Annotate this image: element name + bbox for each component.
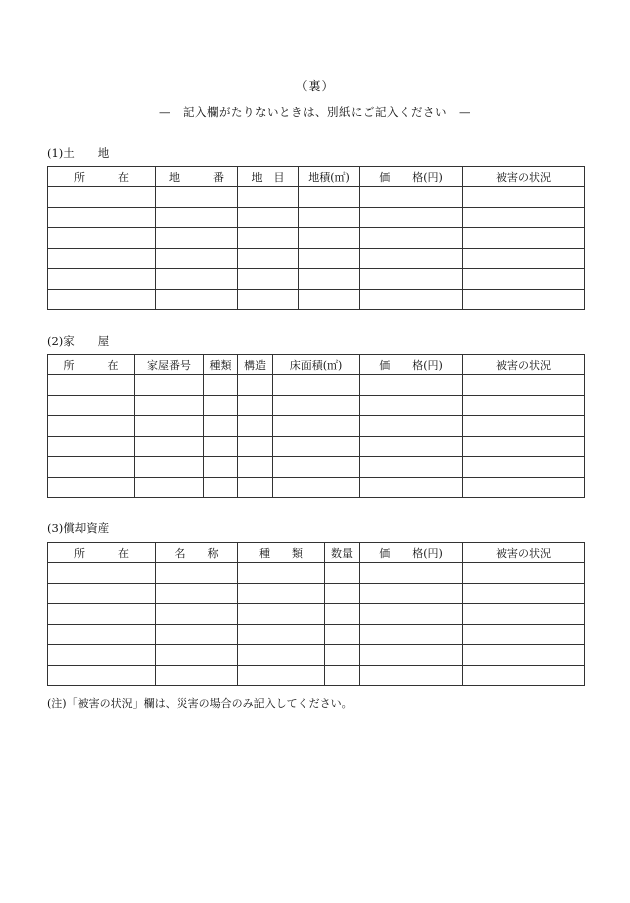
table-row [48,269,585,290]
entry-cell[interactable] [48,269,156,290]
col-header-structure: 構造 [238,355,273,375]
entry-cell[interactable] [48,187,156,208]
entry-cell[interactable] [135,416,204,437]
col-header-land-category: 地 目 [238,167,299,187]
entry-cell[interactable] [48,375,135,396]
entry-cell[interactable] [273,436,360,457]
entry-cell[interactable] [325,645,360,666]
entry-cell[interactable] [238,604,325,625]
entry-cell[interactable] [135,457,204,478]
entry-cell[interactable] [273,457,360,478]
entry-cell[interactable] [273,375,360,396]
entry-cell[interactable] [204,375,238,396]
entry-cell[interactable] [238,436,273,457]
entry-cell[interactable] [360,187,463,208]
entry-cell[interactable] [325,604,360,625]
entry-cell[interactable] [463,624,585,645]
entry-cell[interactable] [325,563,360,584]
entry-cell[interactable] [463,665,585,686]
entry-cell[interactable] [238,289,299,310]
entry-cell[interactable] [360,477,463,498]
entry-cell[interactable] [273,416,360,437]
entry-cell[interactable] [156,248,238,269]
entry-cell[interactable] [48,248,156,269]
entry-cell[interactable] [48,665,156,686]
entry-cell[interactable] [360,436,463,457]
table-row [48,248,585,269]
entry-cell[interactable] [238,395,273,416]
entry-cell[interactable] [463,563,585,584]
entry-cell[interactable] [238,624,325,645]
entry-cell[interactable] [48,645,156,666]
page-note: — 記入欄がたりないときは、別紙にご記入ください — [159,105,471,119]
entry-cell[interactable] [238,248,299,269]
col-header-area: 地積(㎡) [299,167,360,187]
entry-cell[interactable] [325,665,360,686]
section-title-depreciable-assets: (3)償却資産 [47,521,110,535]
entry-cell[interactable] [135,477,204,498]
assets-table [47,542,585,686]
entry-cell[interactable] [360,228,463,249]
assets-table-header-row [48,543,585,563]
entry-cell[interactable] [360,416,463,437]
entry-cell[interactable] [463,477,585,498]
entry-cell[interactable] [135,375,204,396]
entry-cell[interactable] [463,207,585,228]
entry-cell[interactable] [238,416,273,437]
entry-cell[interactable] [238,477,273,498]
entry-cell[interactable] [325,624,360,645]
entry-cell[interactable] [360,604,463,625]
entry-cell[interactable] [299,248,360,269]
table-row [48,665,585,686]
entry-cell[interactable] [299,207,360,228]
section-title-land: (1)土 地 [47,146,110,160]
col-header-type: 種類 [204,355,238,375]
entry-cell[interactable] [156,645,238,666]
house-table [47,354,585,498]
entry-cell[interactable] [48,583,156,604]
entry-cell[interactable] [463,248,585,269]
assets-table-body [48,563,585,686]
entry-cell[interactable] [238,665,325,686]
entry-cell[interactable] [204,436,238,457]
footnote: (注)「被害の状況」欄は、災害の場合のみ記入してください。 [47,697,353,710]
entry-cell[interactable] [360,624,463,645]
entry-cell[interactable] [238,583,325,604]
entry-cell[interactable] [48,416,135,437]
table-row [48,416,585,437]
col-header-location: 所 在 [48,167,156,187]
entry-cell[interactable] [204,416,238,437]
entry-cell[interactable] [463,583,585,604]
entry-cell[interactable] [135,436,204,457]
entry-cell[interactable] [48,228,156,249]
entry-cell[interactable] [48,604,156,625]
col-header-price: 価 格(円) [360,355,463,375]
entry-cell[interactable] [156,269,238,290]
entry-cell[interactable] [463,375,585,396]
land-table-header-row [48,167,585,187]
entry-cell[interactable] [463,289,585,310]
table-row [48,477,585,498]
entry-cell[interactable] [463,269,585,290]
entry-cell[interactable] [463,187,585,208]
entry-cell[interactable] [48,563,156,584]
table-row [48,604,585,625]
land-table-body [48,187,585,310]
table-row [48,457,585,478]
section-title-house: (2)家 屋 [47,334,110,348]
table-row [48,187,585,208]
entry-cell[interactable] [156,604,238,625]
col-header-damage-status: 被害の状況 [463,355,585,375]
house-table-header-row [48,355,585,375]
col-header-damage-status: 被害の状況 [463,167,585,187]
table-row [48,228,585,249]
entry-cell[interactable] [238,375,273,396]
entry-cell[interactable] [463,645,585,666]
entry-cell[interactable] [273,395,360,416]
land-table [47,166,585,310]
entry-cell[interactable] [156,624,238,645]
entry-cell[interactable] [360,457,463,478]
entry-cell[interactable] [48,207,156,228]
entry-cell[interactable] [156,289,238,310]
entry-cell[interactable] [238,645,325,666]
col-header-damage-status: 被害の状況 [463,543,585,563]
entry-cell[interactable] [48,289,156,310]
entry-cell[interactable] [156,187,238,208]
col-header-location: 所 在 [48,355,135,375]
entry-cell[interactable] [299,187,360,208]
entry-cell[interactable] [463,395,585,416]
col-header-house-number: 家屋番号 [135,355,204,375]
entry-cell[interactable] [360,248,463,269]
entry-cell[interactable] [360,583,463,604]
entry-cell[interactable] [463,457,585,478]
entry-cell[interactable] [238,228,299,249]
table-row [48,375,585,396]
entry-cell[interactable] [238,563,325,584]
entry-cell[interactable] [238,187,299,208]
entry-cell[interactable] [360,665,463,686]
entry-cell[interactable] [156,583,238,604]
entry-cell[interactable] [360,395,463,416]
entry-cell[interactable] [48,395,135,416]
table-row [48,583,585,604]
entry-cell[interactable] [360,269,463,290]
table-row [48,395,585,416]
entry-cell[interactable] [204,395,238,416]
entry-cell[interactable] [463,228,585,249]
entry-cell[interactable] [156,228,238,249]
table-row [48,289,585,310]
col-header-lot-number: 地 番 [156,167,238,187]
entry-cell[interactable] [48,477,135,498]
table-row [48,624,585,645]
col-header-name: 名 称 [156,543,238,563]
entry-cell[interactable] [238,269,299,290]
entry-cell[interactable] [463,416,585,437]
entry-cell[interactable] [156,563,238,584]
col-header-quantity: 数量 [325,543,360,563]
table-row [48,207,585,228]
entry-cell[interactable] [299,289,360,310]
entry-cell[interactable] [273,477,360,498]
page-title: （裏） [295,79,335,93]
entry-cell[interactable] [360,289,463,310]
entry-cell[interactable] [463,436,585,457]
entry-cell[interactable] [360,207,463,228]
entry-cell[interactable] [360,375,463,396]
col-header-price: 価 格(円) [360,167,463,187]
entry-cell[interactable] [238,457,273,478]
entry-cell[interactable] [204,477,238,498]
entry-cell[interactable] [463,604,585,625]
col-header-price: 価 格(円) [360,543,463,563]
entry-cell[interactable] [135,395,204,416]
table-row [48,645,585,666]
col-header-kind: 種 類 [238,543,325,563]
entry-cell[interactable] [156,665,238,686]
entry-cell[interactable] [299,269,360,290]
entry-cell[interactable] [48,436,135,457]
col-header-location: 所 在 [48,543,156,563]
table-row [48,563,585,584]
entry-cell[interactable] [48,624,156,645]
entry-cell[interactable] [325,583,360,604]
entry-cell[interactable] [204,457,238,478]
entry-cell[interactable] [156,207,238,228]
entry-cell[interactable] [360,645,463,666]
entry-cell[interactable] [48,457,135,478]
entry-cell[interactable] [238,207,299,228]
entry-cell[interactable] [299,228,360,249]
col-header-floor-area: 床面積(㎡) [273,355,360,375]
house-table-body [48,375,585,498]
entry-cell[interactable] [360,563,463,584]
table-row [48,436,585,457]
